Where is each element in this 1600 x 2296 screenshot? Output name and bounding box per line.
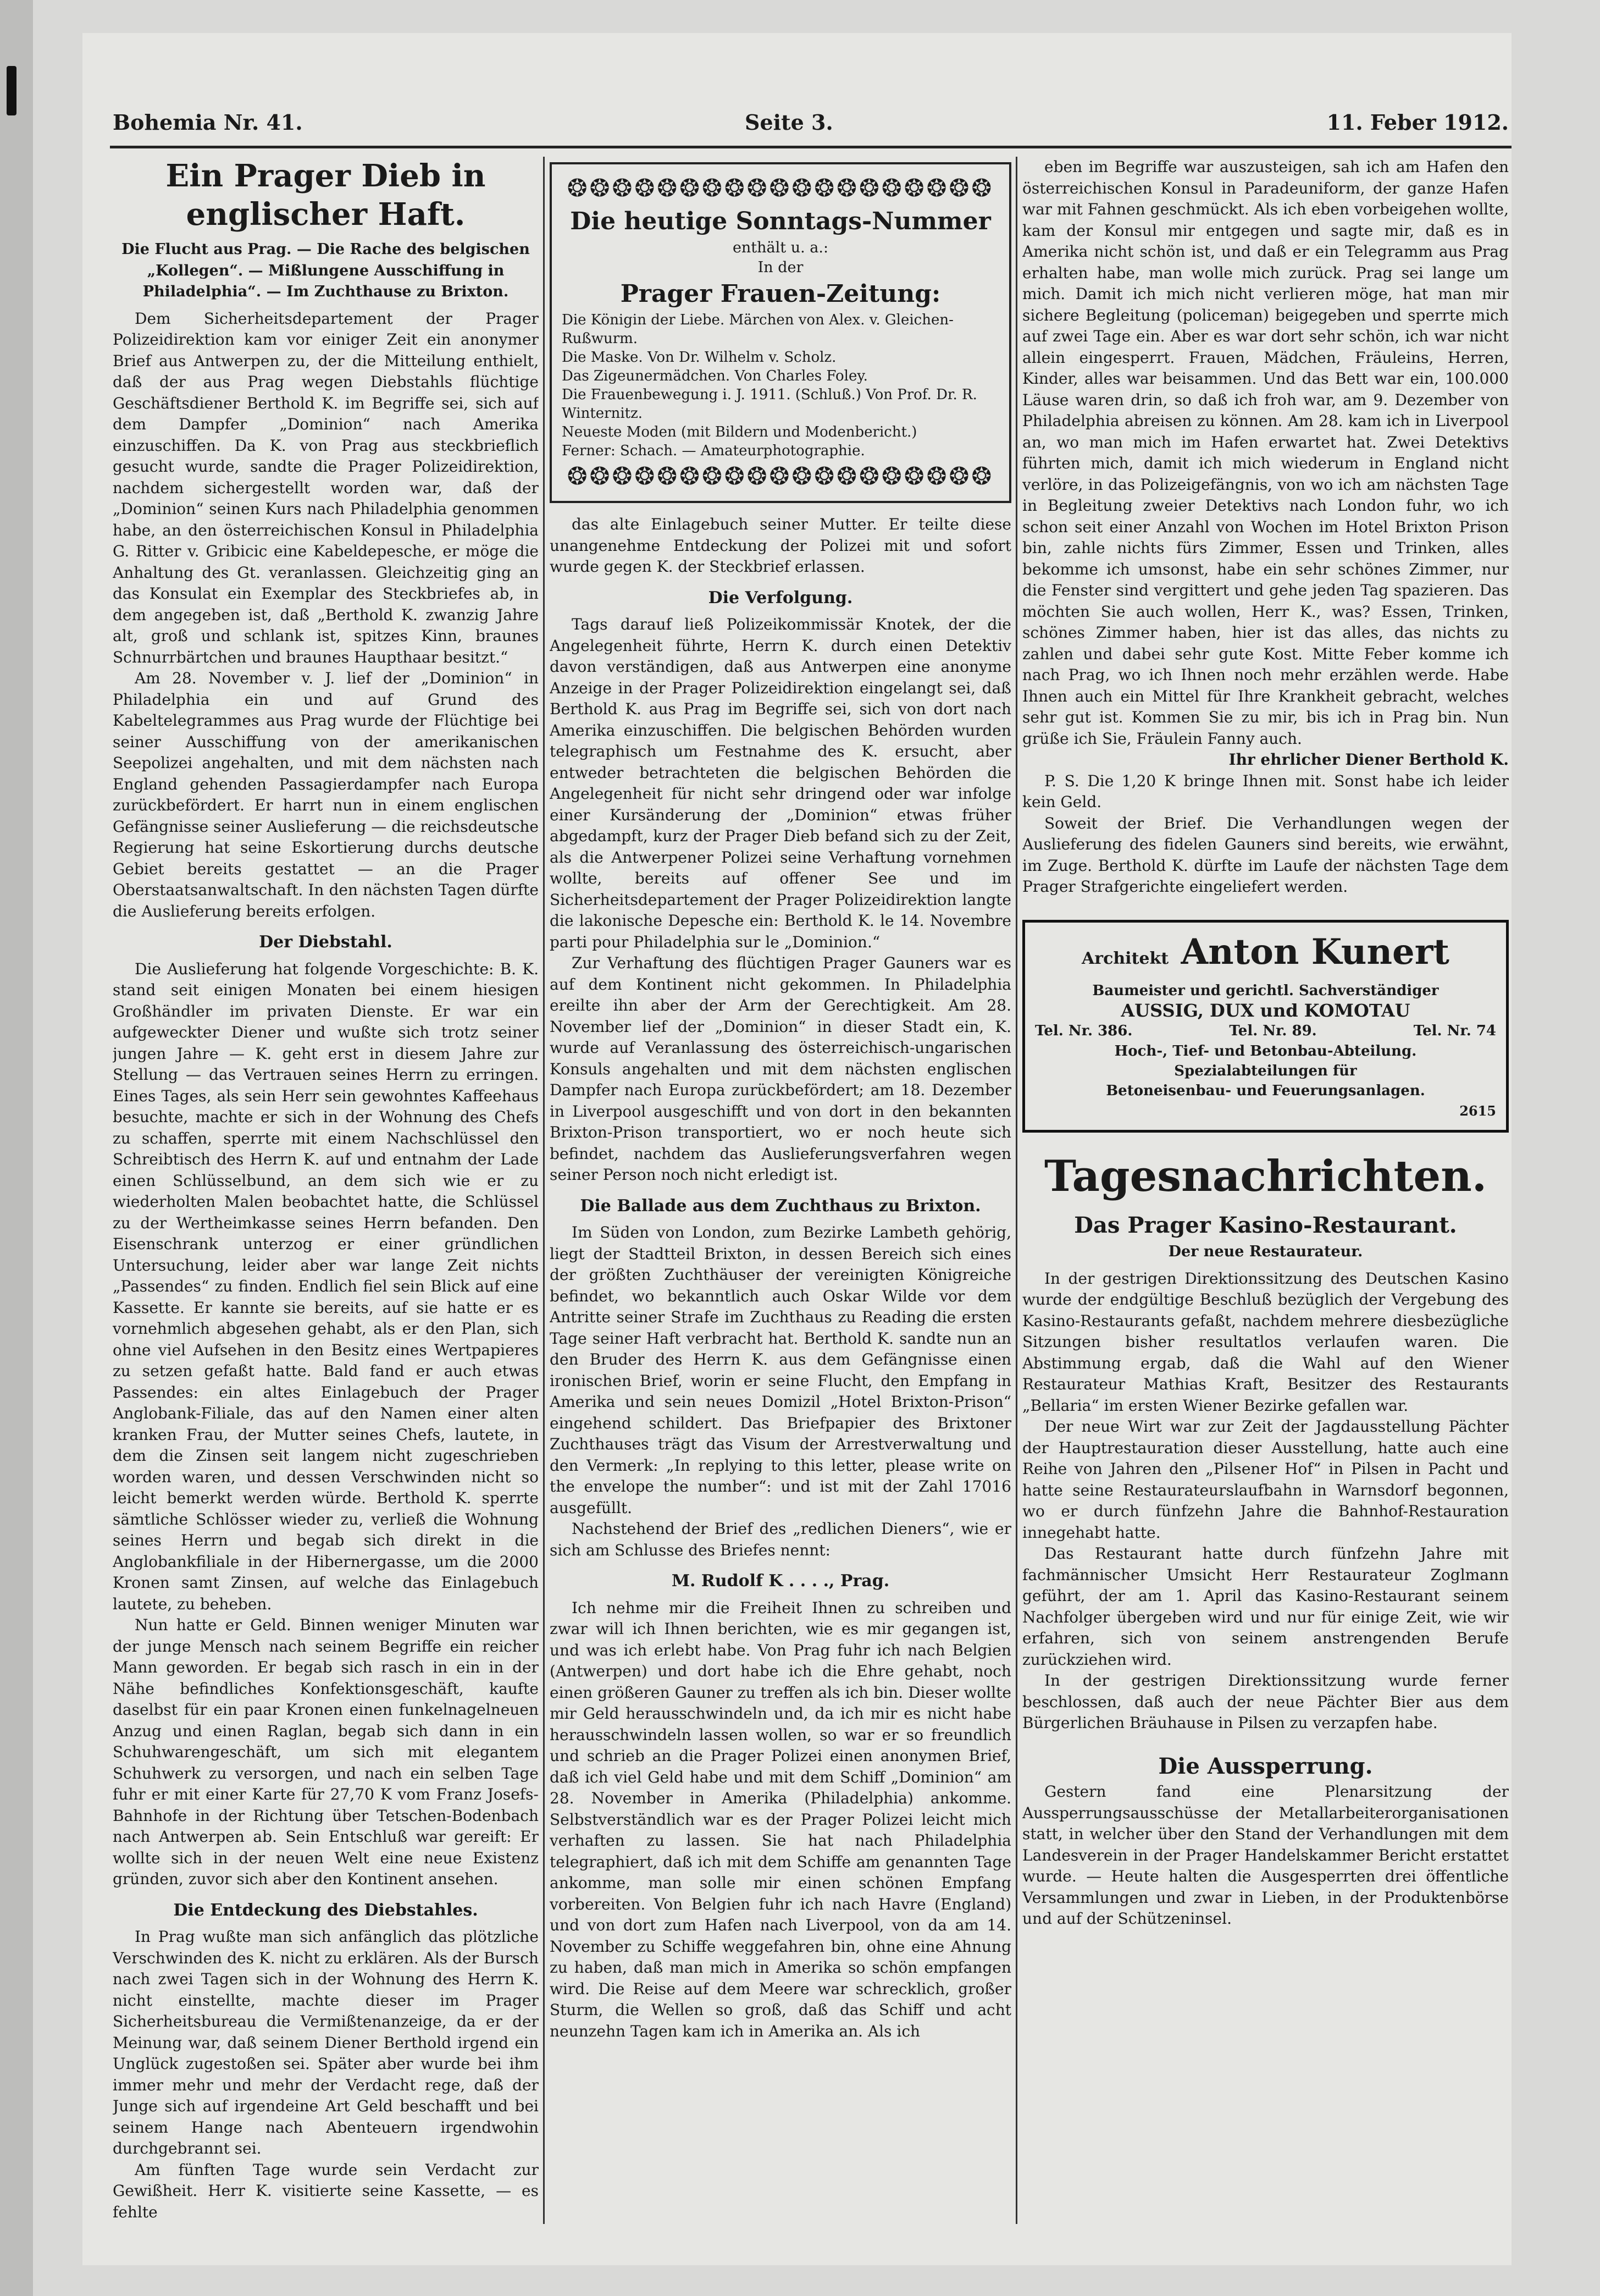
sunday-issue-box — [550, 162, 1011, 503]
column-2 — [550, 157, 1011, 2224]
letter-salutation: M. Rudolf K . . . ., Prag. — [671, 1571, 890, 1591]
header-issue: Bohemia Nr. 41. — [113, 110, 303, 135]
paragraph: Das Restaurant hatte durch fünfzehn Jahre mit fachmännischer Umsicht Herr Restaurateur Zoglmann geführt, der am 1. April das Kasino-Restaurant seinem Nachfolger übergeben wird und nur für einige Zeit, wie wir erfahren, sich von seinem anstrengenden Berufe zurückziehen wird. — [1022, 1544, 1509, 1669]
ad-prefix: Architekt — [1082, 948, 1169, 968]
box-item: Ferner: Schach. — Amateurphotographie. — [562, 443, 865, 459]
ad-number: 2615 — [1459, 1103, 1496, 1119]
column-divider-1 — [543, 157, 545, 2224]
box-item: Das Zigeunermädchen. Von Charles Foley. — [562, 368, 868, 384]
ornament-border: ❂❂❂❂❂❂❂❂❂❂❂❂❂❂❂❂❂❂❂ — [567, 462, 994, 490]
paragraph: Nun hatte er Geld. Binnen weniger Minuten war der junge Mensch nach seinem Begriffe ein reicher Mann geworden. Er begab sich rasch in ein in der Nähe befindliches Konfektionsgeschäft, kaufte daselbst für ein paar Kronen einen funkelnagelneuen Anzug und einen Raglan, begab sich dann in ein Schuhwarengeschäft, um sich mit elegantem Schuhwerk zu versorgen, und nach ein selben Tage fuhr er mit einer Karte für 27,70 K vom Franz Josefs-Bahnhofe in der Richtung über Tetschen-Bodenbach nach Antwerpen ab. Sein Entschluß war gereift: Er wollte sich in der neuen Welt eine neue Existenz gründen, zuvor sich aber den Kontinent ansehen. — [113, 1616, 539, 1888]
paragraph: Ich nehme mir die Freiheit Ihnen zu schreiben und zwar will ich Ihnen berichten, wie es mir gegangen ist, und was ich erlebt habe. Von Prag fuhr ich nach Belgien (Antwerpen) und dort habe ich die Ehre gehabt, noch einen größeren Gauner zu treffen als ich bin. Dieser wollte mir Geld herausschwindeln und, da ich mir es nicht habe herausschwindeln lassen wollen, so war er so freundlich und schrieb an die Prager Polizei einen anonymen Brief, daß ich viel Geld habe und mit dem Schiff „Dominion“ am 28. November in Amerika (Philadelphia) ankomme. Selbstverständlich war es der Prager Polizei leicht mich verhaften zu lassen. Sie hat nach Philadelphia telegraphiert, daß ich mit dem Schiffe am genannten Tage ankomme, man solle mir einen schönen Empfang vorbereiten. Von Belgien fuhr ich nach Havre (England) und von dort zum Hafen nach Liverpool, von da am 14. November zu Schiffe weggefahren bin, ohne eine Ahnung zu haben, daß man mich in Amerika so schön empfangen wird. Die Reise auf dem Meere war schrecklich, großer Sturm, die Wellen so groß, daß das Schiff und acht neunzehn Tagen kam ich in Amerika an. Als ich — [550, 1598, 1011, 2040]
box-item: Neueste Moden (mit Bildern und Modenbericht.) — [562, 424, 917, 440]
paragraph: Gestern fand eine Plenarsitzung der Aussperrungsausschüsse der Metallarbeiterorganisationen statt, in welcher über den Stand der Verhandlungen mit dem Landesverein in der Prager Handelskammer Bericht erstattet wurde. — Heute halten die Ausgesperrten drei öffentliche Versammlungen und zwar in Lieben, in der Produktenbörse und auf der Schützeninsel. — [1022, 1782, 1509, 1928]
ad-line: Baumeister und gerichtl. Sachverständiger — [1092, 982, 1439, 999]
paragraph: Zur Verhaftung des flüchtigen Prager Gauners war es auf dem Kontinent nicht gekommen. In Philadelphia ereilte ihn aber der Arm der Gerechtigkeit. Am 28. November lief der „Dominion“ in dieser Stadt ein, K. wurde auf Veranlassung des österreichisch-ungarischen Konsuls angehalten und mit dem nächsten englischen Dampfer nach Europa zurückbefördert; am 18. Dezember in Liverpool ausgeschifft und von dort in den bekannten Brixton-Prison transportiert, wo er noch heute sich befindet, nachdem das Auslieferungsverfahren wegen seiner Person noch nicht erledigt ist. — [550, 954, 1011, 1184]
ad-name: Anton Kunert — [1181, 931, 1449, 973]
paragraph: Im Süden von London, zum Bezirke Lambeth gehörig, liegt der Stadtteil Brixton, in dessen Bereich sich eines der größten Zuchthäuser der vereinigten Königreiche befindet, wo bekanntlich auch Oskar Wilde vor dem Antritte seiner Strafe im Zuchthaus zu Reading die ersten Tage seiner Haft verbracht hat. Berthold K. sandte nun an den Bruder des Herrn K. aus dem Gefängnisse einen ironischen Brief, worin er seine Flucht, den Empfang in Amerika und sein neues Domizil „Hotel Brixton-Prison“ eingehend schildert. Das Briefpapier des Brixtoner Zuchthauses trägt das Visum der Arrestverwaltung und den Vermerk: „In replying to this letter, please write on the envelope the number“: und ist mit der Zahl 17016 ausgefüllt. — [550, 1223, 1011, 1517]
page-header — [113, 99, 1509, 143]
binding-mark — [7, 66, 16, 115]
ad-phone: Tel. Nr. 74 — [1413, 1022, 1496, 1039]
box-title: Die heutige Sonntags-Nummer — [570, 207, 991, 235]
article-title: Die Aussperrung. — [1158, 1753, 1373, 1779]
paragraph: Am fünften Tage wurde sein Verdacht zur Gewißheit. Herr K. visitierte seine Kassette, — es fehlte — [113, 2160, 539, 2221]
ad-towns: AUSSIG, DUX und KOMOTAU — [1121, 1000, 1410, 1021]
ad-line: Spezialabteilungen für — [1174, 1063, 1357, 1079]
paragraph: Dem Sicherheitsdepartement der Prager Polizeidirektion kam vor einiger Zeit ein anonymer Brief aus Antwerpen zu, der die Mitteilung enthielt, daß der aus Prag wegen Diebstahls flüchtige Geschäftsdiener Berthold K. im Begriffe sei, sich auf dem Dampfer „Dominion“ nach Amerika einzuschiffen. Da K. von Prag aus steckbrieflich gesucht wurde, sandte die Prager Polizeidirektion, nachdem sichergestellt worden war, daß der „Dominion“ seinen Kurs nach Philadelphia genommen habe, an den österreichischen Konsul in Philadelphia G. Ritter v. Gribicic eine Kabeldepesche, er möge die Anhaltung des Gt. veranlassen. Gleichzeitig ging an das Konsulat ein Exemplar des Steckbriefes ab, in dem angegeben ist, daß „Berthold K. zwanzig Jahre alt, groß und schlank ist, spitzes Kinn, braunes Schnurrbärtchen und braunes Haupthaar besitzt.“ — [113, 309, 539, 666]
paragraph: Soweit der Brief. Die Verhandlungen wegen der Auslieferung des fidelen Gauners sind bereits, wie erwähnt, im Zuge. Berthold K. dürfte im Laufe der nächsten Tage dem Prager Strafgerichte eingeliefert werden. — [1022, 814, 1509, 896]
ad-line: Betoneisenbau- und Feuerungsanlagen. — [1106, 1083, 1425, 1099]
paragraph: eben im Begriffe war auszusteigen, sah ich am Hafen den österreichischen Konsul in Paradeuniform, der ganze Hafen war mit Fahnen geschmückt. Als ich eben vorbeigehen wollte, kam der Konsul mir entgegen und sagte mir, daß es in Amerika nicht schön ist, und daß er ein Telegramm aus Prag erhalten habe, man wolle mich zurück. Prag sei lange um mich. Damit ich mich nicht verlieren möge, hat man mir sichere Begleitung (policeman) beigegeben und sperrte mich auf zwei Tage ein. Aber es war dort sehr schön, ich war nicht allein eingesperrt. Frauen, Mädchen, Fräuleins, Herren, Kinder, alles war beisammen. Und das Bett war ein, 100.000 Läuse waren drin, so daß ich froh war, am 9. Dezember von Philadelphia abreisen zu können. Am 28. kam ich in Liverpool an, wo man mich im Hafen erwartet hat. Zwei Detektivs führten mich, damit ich mich wiederum in England nicht verlöre, in das Polizeigefängnis, von wo ich am nächsten Tage in Begleitung zweier Detektivs nach London fuhr, wo ich schon seit einer Anzahl von Wochen im Hotel Brixton Prison bin, zahle nichts fürs Zimmer, Essen und Trinken, alles bekomme ich umsonst, habe ein sehr schönes Zimmer, nur die Fenster sind vergittert und gehe jeden Tag spazieren. Das möchten Sie auch wollen, Herr K., was? Essen, Trinken, schönes Zimmer haben, hier ist das alles, das nichts zu zahlen und dabei sehr gute Kost. Mitte Feber komme ich nach Prag, wo ich Ihnen noch mehr erzählen werde. Habe Ihnen auch ein Mittel für Ihre Krankheit gebracht, welches sehr gut ist. Kommen Sie zu mir, bis ich in Prag bin. Nun grüße ich Sie, Fräulein Fanny auch. — [1022, 158, 1509, 748]
section-heading: Die Verfolgung. — [708, 588, 853, 608]
ad-phones — [1035, 1020, 1496, 1042]
column-3 — [1022, 157, 1509, 2224]
article-title: Ein Prager Dieb in englischer Haft. — [165, 158, 486, 233]
article-title: Das Prager Kasino-Restaurant. — [1074, 1212, 1457, 1238]
header-rule — [110, 146, 1512, 148]
paragraph: Nachstehend der Brief des „redlichen Dieners“, wie er sich am Schlusse des Briefes nennt: — [550, 1520, 1011, 1559]
box-item: Die Frauenbewegung i. J. 1911. (Schluß.) Von Prof. Dr. R. Winternitz. — [562, 387, 977, 422]
box-contains: enthält u. a.: — [732, 239, 829, 256]
paragraph: Die Auslieferung hat folgende Vorgeschichte: B. K. stand seit einigen Monaten bei einem hiesigen Großhändler im privaten Dienste. Er war ein aufgeweckter Diener und wußte sich trotz seiner jungen Jahre — K. geht erst in diesem Jahre zur Stellung — das Vertrauen seines Herrn zu erringen. Eines Tages, als sein Herr sein gewohntes Kaffeehaus besuchte, machte er sich in der Wohnung des Chefs zu schaffen, sperrte mit einem Nachschlüssel den Schreibtisch des Herrn K. auf und entnahm der Lade einen Schlüsselbund, an dem sich wie er zu wiederholten Malen beobachtet hatte, die Schlüssel zu der Wertheimkasse seines Herrn befanden. Den Eisenschrank unterzog er einer gründlichen Untersuchung, leider aber war lange Zeit nichts „Passendes“ zu finden. Endlich fiel sein Blick auf eine Kassette. Er kannte sie bereits, auf sie hatte er es vornehmlich abgesehen gehabt, als er den Plan, sich ohne viel Aufsehen in den Besitz eines Wertpapieres zu setzen gefaßt hatte. Bald fand er auch etwas Passendes: ein altes Einlagebuch der Prager Anglobank-Filiale, das auf den Namen einer alten kranken Frau, der Mutter seines Chefs, lautete, in dem die Zinsen seit langem nicht zugeschrieben worden waren, und dessen Verschwinden nicht so leicht bemerkt werden würde. Berthold K. sperrte sämtliche Schlösser wieder zu, verließ die Wohnung seines Herrn und begab sich direkt in die Anglobankfiliale in der Hibernergasse, um die 2000 Kronen samt Zinsen, auf welche das Einlagebuch lautete, zu beheben. — [113, 959, 539, 1613]
paragraph: In der gestrigen Direktionssitzung wurde ferner beschlossen, daß auch der neue Pächter Bier aus dem Bürgerlichen Bräuhause in Pilsen zu verzapfen habe. — [1022, 1671, 1509, 1732]
paragraph: Am 28. November v. J. lief der „Dominion“ in Philadelphia ein und auf Grund des Kabeltelegrammes aus Prag wurde der Flüchtige bei seiner Ausschiffung von der amerikanischen Seepolizei angehalten, und mit dem nächsten nach England gehenden Passagierdampfer nach Europa zurückbefördert. Er harrt nun in einem englischen Gefängnisse seiner Auslieferung — die reichsdeutsche Regierung hat seine Eskortierung durchs deutsche Gebiet bereits gestattet — an die Prager Oberstaatsanwaltschaft. In den nächsten Tagen dürfte die Auslieferung bereits erfolgen. — [113, 669, 539, 920]
paragraph: Der neue Wirt war zur Zeit der Jagdausstellung Pächter der Hauptrestauration dieser Ausstellung, hatte auch eine Reihe von Jahren den „Pilsener Hof“ in Pilsen in Pacht und hatte seine Restaurateurslaufbahn in Warnsdorf begonnen, wo er durch fünfzehn Jahre die Bahnhof-Restauration innegehabt hatte. — [1022, 1417, 1509, 1542]
box-in: In der — [757, 259, 804, 276]
section-title: Tagesnachrichten. — [1044, 1151, 1487, 1201]
page-binding-edge — [0, 0, 33, 2296]
paragraph: Tags darauf ließ Polizeikommissär Knotek, der die Angelegenheit führte, Herrn K. durch einen Detektiv davon verständigen, daß aus Antwerpen eine anonyme Anzeige in der Prager Polizeidirektion eingelangt sei, daß Berthold K. aus Prag im Begriffe sei, sich von dort nach Amerika einzuschiffen. Die belgischen Behörden wurden telegraphisch um Festnahme des K. ersucht, aber entweder betrachteten die belgischen Behörden die Angelegenheit für nicht sehr dringend oder war infolge einer Kursänderung der „Dominion“ etwas früher abgedampft, kurz der Prager Dieb befand sich zu der Zeit, als die Antwerpener Polizei seine Verhaftung vornehmen wollte, bereits auf offener See und im Sicherheitsdepartement der Prager Polizeidirektion langte die lakonische Depesche ein: Berthold K. le 14. Novembre parti pour Philadelphia sur le „Dominion.“ — [550, 615, 1011, 951]
section-heading: Der Diebstahl. — [259, 932, 392, 952]
postscript: P. S. Die 1,20 K bringe Ihnen mit. Sonst habe ich leider kein Geld. — [1022, 771, 1509, 811]
ad-phone: Tel. Nr. 386. — [1035, 1022, 1133, 1039]
ornament-border: ❂❂❂❂❂❂❂❂❂❂❂❂❂❂❂❂❂❂❂ — [567, 174, 994, 202]
section-heading: Die Ballade aus dem Zuchthaus zu Brixton. — [580, 1196, 981, 1216]
article-subtitle: Die Flucht aus Prag. — Die Rache des belgischen „Kollegen“. — Mißlungene Ausschiffung in Philadelphia“. — Im Zuchthause zu Brixton. — [121, 241, 530, 300]
letter-signoff: Ihr ehrlicher Diener Berthold K. — [1228, 750, 1509, 769]
ad-phone: Tel. Nr. 89. — [1229, 1022, 1317, 1039]
paragraph: In Prag wußte man sich anfänglich das plötzliche Verschwinden des K. nicht zu erklären. Als der Bursch nach zwei Tagen sich in der Wohnung des Herrn K. nicht einstellte, machte dieser im Prager Sicherheitsbureau die Vermißtenanzeige, da er der Meinung war, daß seinem Diener Berthold irgend ein Unglück zugestoßen sei. Später aber wurde bei ihm immer mehr und mehr der Verdacht rege, daß der Junge sich auf irgendeine Art Geld beschafft und bei seinem Hange nach Abenteuern irgendwohin durchgebrannt sei. — [113, 1928, 539, 2157]
column-divider-2 — [1016, 157, 1017, 2224]
section-heading: Die Entdeckung des Diebstahles. — [173, 1900, 478, 1920]
paragraph: In der gestrigen Direktionssitzung des Deutschen Kasino wurde der endgültige Beschluß bezüglich der Vergebung des Kasino-Restaurants gefaßt, nachdem mehrere diesbezügliche Sitzungen bisher resultatlos verlaufen waren. Die Abstimmung ergab, daß die Wahl auf den Wiener Restaurateur Mathias Kraft, Besitzer des Restaurants „Bellaria“ im ersten Wiener Bezirke gefallen war. — [1022, 1269, 1509, 1415]
paragraph: das alte Einlagebuch seiner Mutter. Er teilte diese unangenehme Entdeckung der Polizei mit und sofort wurde gegen K. der Steckbrief erlassen. — [550, 515, 1011, 576]
advertisement-kunert — [1022, 920, 1509, 1133]
ad-line: Hoch-, Tief- und Betonbau-Abteilung. — [1114, 1043, 1417, 1059]
box-item: Die Königin der Liebe. Märchen von Alex. v. Gleichen-Rußwurm. — [562, 312, 954, 347]
box-item: Die Maske. Von Dr. Wilhelm v. Scholz. — [562, 349, 837, 366]
article-subtitle: Der neue Restaurateur. — [1168, 1243, 1363, 1260]
header-page-number: Seite 3. — [745, 110, 833, 135]
box-paper-name: Prager Frauen-Zeitung: — [620, 280, 941, 308]
header-date: 11. Feber 1912. — [1326, 110, 1509, 135]
column-1 — [113, 157, 539, 2224]
